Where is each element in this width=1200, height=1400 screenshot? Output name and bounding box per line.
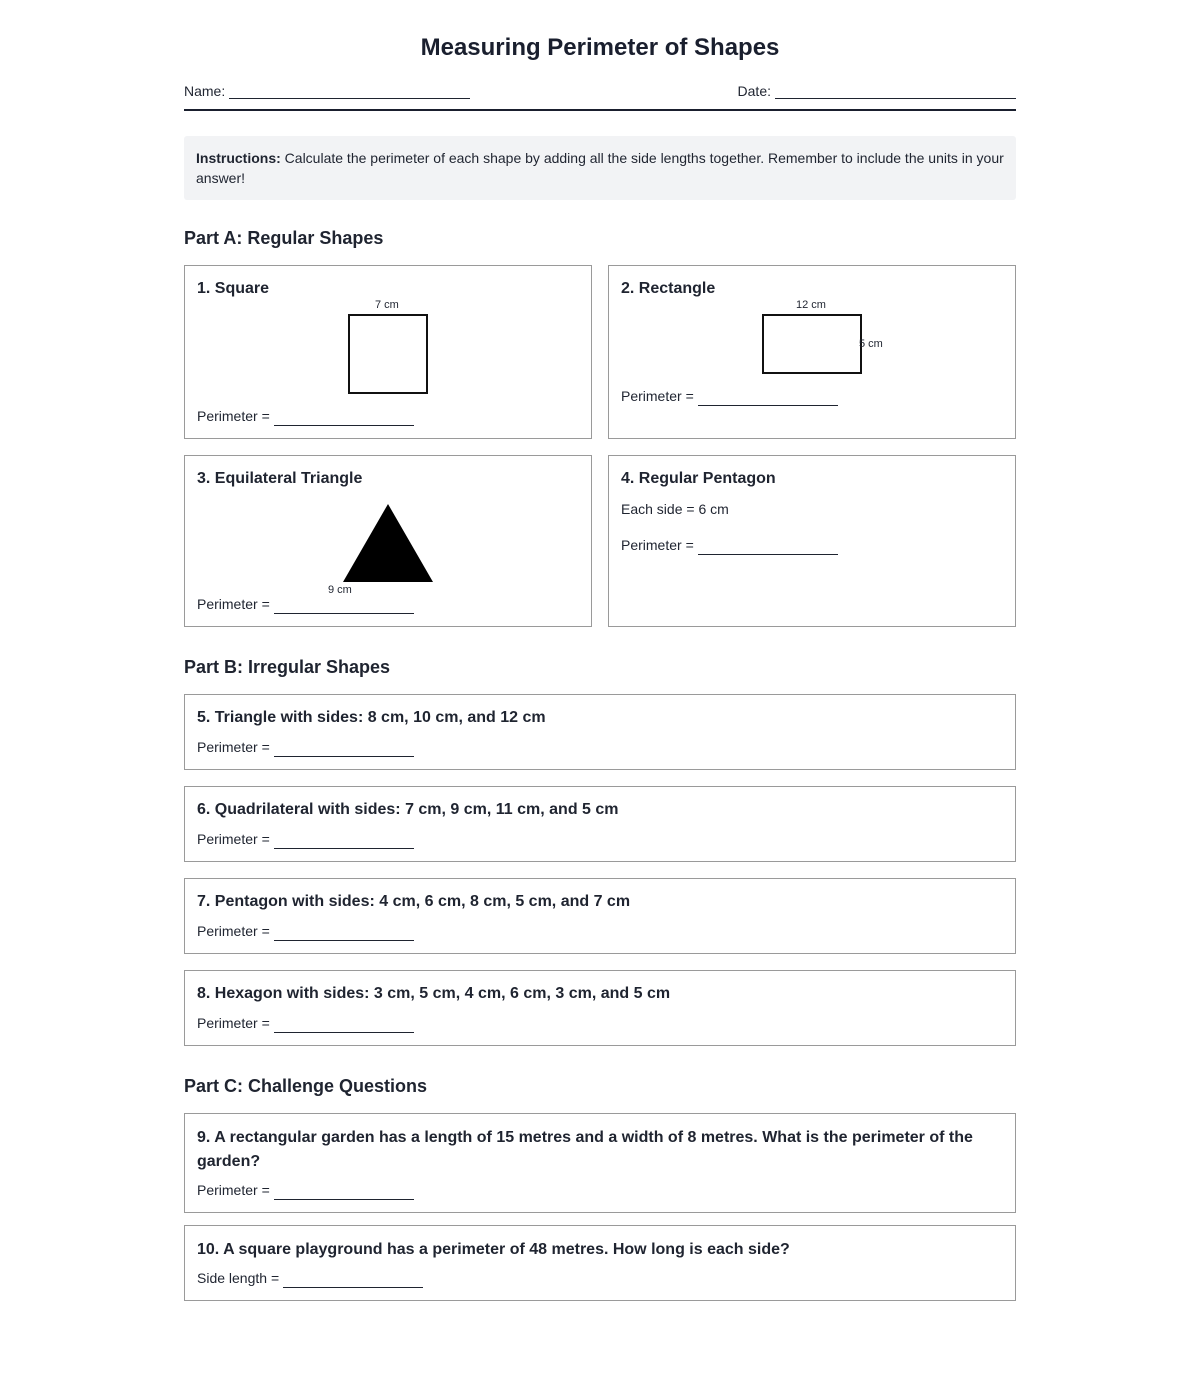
question-2-title: 2. Rectangle bbox=[621, 280, 716, 297]
date-input-line[interactable] bbox=[775, 84, 1016, 99]
answer-label: Perimeter = bbox=[621, 537, 694, 553]
question-2-card bbox=[608, 265, 1016, 439]
answer-line[interactable] bbox=[274, 599, 414, 614]
question-6-answer bbox=[197, 829, 1003, 849]
name-label: Name: bbox=[184, 83, 226, 99]
answer-label: Side length = bbox=[197, 1270, 280, 1286]
question-7-card bbox=[184, 878, 1016, 954]
instructions-box bbox=[184, 136, 1016, 200]
question-4-card bbox=[608, 455, 1016, 627]
answer-label: Perimeter = bbox=[197, 739, 270, 755]
question-3-answer bbox=[197, 594, 414, 614]
answer-label: Perimeter = bbox=[197, 1015, 270, 1031]
header-fields bbox=[184, 83, 1016, 111]
question-2-answer bbox=[621, 386, 838, 406]
question-9-card bbox=[184, 1113, 1016, 1213]
question-1-card bbox=[184, 265, 592, 439]
question-5-title: 5. Triangle with sides: 8 cm, 10 cm, and 12 cm bbox=[197, 709, 546, 726]
worksheet-page bbox=[184, 0, 1016, 1301]
answer-label: Perimeter = bbox=[621, 388, 694, 404]
question-3-title: 3. Equilateral Triangle bbox=[197, 470, 363, 487]
part-a-title: Part A: Regular Shapes bbox=[184, 228, 384, 248]
answer-label: Perimeter = bbox=[197, 831, 270, 847]
answer-line[interactable] bbox=[274, 1185, 414, 1200]
instructions-text: Calculate the perimeter of each shape by adding all the side lengths together. Remember to include the units in your answer! bbox=[196, 150, 1004, 186]
question-6-card bbox=[184, 786, 1016, 862]
question-9-answer bbox=[197, 1180, 1003, 1200]
question-3-card bbox=[184, 455, 592, 627]
pentagon-side-info: Each side = 6 cm bbox=[621, 501, 729, 517]
answer-line[interactable] bbox=[274, 411, 414, 426]
part-b-title: Part B: Irregular Shapes bbox=[184, 657, 391, 677]
question-10-title: 10. A square playground has a perimeter of 48 metres. How long is each side? bbox=[197, 1241, 790, 1258]
question-8-card bbox=[184, 970, 1016, 1046]
rectangle-side-label: 5 cm bbox=[859, 338, 883, 350]
answer-line[interactable] bbox=[698, 391, 838, 406]
part-c-list bbox=[184, 1113, 1016, 1301]
answer-line[interactable] bbox=[283, 1273, 423, 1288]
question-10-card bbox=[184, 1225, 1016, 1301]
answer-line[interactable] bbox=[698, 540, 838, 555]
question-4-answer bbox=[621, 535, 1003, 555]
question-7-answer bbox=[197, 921, 1003, 941]
question-8-title: 8. Hexagon with sides: 3 cm, 5 cm, 4 cm, 6 cm, 3 cm, and 5 cm bbox=[197, 985, 671, 1002]
answer-label: Perimeter = bbox=[197, 408, 270, 424]
name-input-line[interactable] bbox=[229, 84, 470, 99]
square-shape bbox=[348, 314, 428, 394]
instructions-lead: Instructions: bbox=[196, 150, 281, 166]
question-5-answer bbox=[197, 737, 1003, 757]
rectangle-shape bbox=[762, 314, 862, 374]
answer-line[interactable] bbox=[274, 1018, 414, 1033]
question-9-title: 9. A rectangular garden has a length of 15 metres and a width of 8 metres. What is the perimeter of the garden? bbox=[197, 1129, 973, 1170]
question-1-title: 1. Square bbox=[197, 280, 270, 297]
answer-line[interactable] bbox=[274, 742, 414, 757]
question-10-answer bbox=[197, 1268, 1003, 1288]
part-a-grid bbox=[184, 265, 1016, 627]
page-title: Measuring Perimeter of Shapes bbox=[420, 34, 780, 61]
triangle-base-label: 9 cm bbox=[328, 584, 352, 596]
question-7-title: 7. Pentagon with sides: 4 cm, 6 cm, 8 cm, 5 cm, and 7 cm bbox=[197, 893, 631, 910]
question-1-answer bbox=[197, 406, 414, 426]
square-side-label: 7 cm bbox=[375, 299, 399, 311]
answer-label: Perimeter = bbox=[197, 923, 270, 939]
answer-line[interactable] bbox=[274, 926, 414, 941]
question-5-card bbox=[184, 694, 1016, 770]
part-b-list bbox=[184, 694, 1016, 1046]
triangle-shape bbox=[343, 504, 433, 582]
answer-label: Perimeter = bbox=[197, 1182, 270, 1198]
question-4-title: 4. Regular Pentagon bbox=[621, 470, 776, 487]
rectangle-top-label: 12 cm bbox=[796, 299, 826, 311]
answer-line[interactable] bbox=[274, 834, 414, 849]
date-field bbox=[738, 83, 1016, 99]
answer-label: Perimeter = bbox=[197, 596, 270, 612]
question-6-title: 6. Quadrilateral with sides: 7 cm, 9 cm, 11 cm, and 5 cm bbox=[197, 801, 619, 818]
question-8-answer bbox=[197, 1013, 1003, 1033]
date-label: Date: bbox=[737, 83, 771, 99]
name-field bbox=[184, 83, 470, 99]
part-c-title: Part C: Challenge Questions bbox=[184, 1076, 428, 1096]
